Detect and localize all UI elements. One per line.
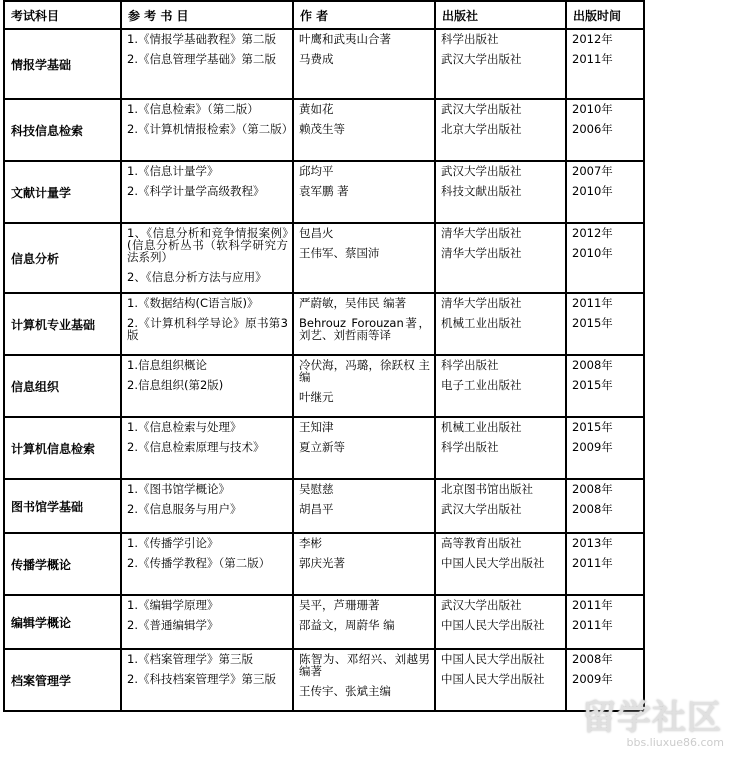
watermark-url: bbs.liuxue86.com bbox=[626, 736, 724, 749]
publication-year: 2007年 bbox=[572, 164, 613, 178]
books-cell bbox=[121, 479, 293, 533]
book-title: 1.《情报学基础教程》第二版 bbox=[127, 32, 276, 46]
author-name: 胡昌平 bbox=[299, 502, 334, 516]
publisher-name: 机械工业出版社 bbox=[441, 420, 522, 434]
books-cell bbox=[121, 355, 293, 417]
book-title: 1.《信息检索》（第二版） bbox=[127, 102, 259, 116]
author-cell bbox=[293, 533, 435, 595]
table-row bbox=[4, 533, 644, 595]
publisher-name: 科学出版社 bbox=[441, 358, 499, 372]
header-books: 参 考 书 目 bbox=[121, 1, 293, 29]
books-cell bbox=[121, 293, 293, 355]
author-name: Behrouz Forouzan著，刘艺、刘哲雨等译 bbox=[299, 316, 430, 342]
author-name: 叶鹰和武夷山合著 bbox=[299, 32, 391, 46]
publication-year: 2011年 bbox=[572, 296, 613, 310]
author-cell bbox=[293, 29, 435, 99]
publication-year: 2009年 bbox=[572, 440, 613, 454]
year-cell bbox=[566, 533, 644, 595]
author-name: 李彬 bbox=[299, 536, 322, 550]
publisher-name: 中国人民大学出版社 bbox=[441, 618, 545, 632]
author-cell bbox=[293, 649, 435, 711]
author-cell bbox=[293, 161, 435, 223]
book-title: 1.《传播学引论》 bbox=[127, 536, 219, 550]
author-name: 王伟军、蔡国沛 bbox=[299, 246, 380, 260]
publisher-name: 武汉大学出版社 bbox=[441, 52, 522, 66]
year-cell bbox=[566, 99, 644, 161]
book-title: 2.《计算机科学导论》原书第3版 bbox=[127, 316, 288, 342]
publisher-cell bbox=[435, 533, 566, 595]
author-name: 冷伏海，冯璐，徐跃权 主编 bbox=[299, 358, 430, 384]
books-cell bbox=[121, 649, 293, 711]
books-cell bbox=[121, 417, 293, 479]
book-title: 2.《计算机情报检索》（第二版） bbox=[127, 122, 294, 136]
publisher-cell bbox=[435, 293, 566, 355]
book-title: 2.《信息服务与用户》 bbox=[127, 502, 242, 516]
publication-year: 2015年 bbox=[572, 316, 613, 330]
publication-year: 2008年 bbox=[572, 502, 613, 516]
watermark bbox=[568, 690, 728, 754]
table-row bbox=[4, 355, 644, 417]
publisher-name: 电子工业出版社 bbox=[441, 378, 522, 392]
year-cell bbox=[566, 595, 644, 649]
publisher-name: 清华大学出版社 bbox=[441, 226, 522, 240]
books-cell bbox=[121, 99, 293, 161]
publisher-name: 武汉大学出版社 bbox=[441, 102, 522, 116]
author-cell bbox=[293, 99, 435, 161]
publisher-name: 高等教育出版社 bbox=[441, 536, 522, 550]
subject-cell: 信息组织 bbox=[4, 355, 121, 417]
publisher-name: 中国人民大学出版社 bbox=[441, 556, 545, 570]
publication-year: 2011年 bbox=[572, 618, 613, 632]
publication-year: 2010年 bbox=[572, 102, 613, 116]
header-author: 作 者 bbox=[293, 1, 435, 29]
author-name: 吴平，芦珊珊著 bbox=[299, 598, 380, 612]
publication-year: 2010年 bbox=[572, 184, 613, 198]
author-cell bbox=[293, 417, 435, 479]
book-title: 2.《信息检索原理与技术》 bbox=[127, 440, 265, 454]
book-title: 1.《数据结构(C语言版)》 bbox=[127, 296, 259, 310]
author-name: 郭庆光著 bbox=[299, 556, 345, 570]
subject-cell: 文献计量学 bbox=[4, 161, 121, 223]
author-name: 陈智为、邓绍兴、刘越男编著 bbox=[299, 652, 430, 678]
table-row bbox=[4, 99, 644, 161]
table-row bbox=[4, 417, 644, 479]
publisher-cell bbox=[435, 417, 566, 479]
publisher-name: 武汉大学出版社 bbox=[441, 598, 522, 612]
table-row bbox=[4, 293, 644, 355]
table-row bbox=[4, 29, 644, 99]
publication-year: 2008年 bbox=[572, 482, 613, 496]
author-cell bbox=[293, 355, 435, 417]
publisher-name: 中国人民大学出版社 bbox=[441, 672, 545, 686]
book-title: 1.《图书馆学概论》 bbox=[127, 482, 230, 496]
publication-year: 2012年 bbox=[572, 226, 613, 240]
author-name: 包昌火 bbox=[299, 226, 334, 240]
publication-year: 2006年 bbox=[572, 122, 613, 136]
books-cell bbox=[121, 223, 293, 293]
books-cell bbox=[121, 595, 293, 649]
publisher-name: 清华大学出版社 bbox=[441, 296, 522, 310]
publisher-name: 机械工业出版社 bbox=[441, 316, 522, 330]
year-cell bbox=[566, 293, 644, 355]
book-title: 2.《普通编辑学》 bbox=[127, 618, 219, 632]
book-title: 1.《档案管理学》第三版 bbox=[127, 652, 253, 666]
subject-cell: 档案管理学 bbox=[4, 649, 121, 711]
author-name: 吴慰慈 bbox=[299, 482, 334, 496]
author-cell bbox=[293, 223, 435, 293]
publication-year: 2011年 bbox=[572, 598, 613, 612]
book-title: 2.《信息管理学基础》第二版 bbox=[127, 52, 276, 66]
year-cell bbox=[566, 29, 644, 99]
publisher-name: 科学出版社 bbox=[441, 440, 499, 454]
subject-cell: 信息分析 bbox=[4, 223, 121, 293]
publisher-cell bbox=[435, 649, 566, 711]
author-name: 严蔚敏，吴伟民 编著 bbox=[299, 296, 407, 310]
book-title: 2、《信息分析方法与应用》 bbox=[127, 270, 267, 284]
publisher-name: 北京大学出版社 bbox=[441, 122, 522, 136]
subject-cell: 编辑学概论 bbox=[4, 595, 121, 649]
subject-cell: 科技信息检索 bbox=[4, 99, 121, 161]
subject-cell: 情报学基础 bbox=[4, 29, 121, 99]
header-subject: 考试科目 bbox=[4, 1, 121, 29]
publisher-name: 中国人民大学出版社 bbox=[441, 652, 545, 666]
table-row bbox=[4, 649, 644, 711]
author-cell bbox=[293, 479, 435, 533]
subject-cell: 图书馆学基础 bbox=[4, 479, 121, 533]
publisher-cell bbox=[435, 595, 566, 649]
publication-year: 2010年 bbox=[572, 246, 613, 260]
author-name: 邱均平 bbox=[299, 164, 334, 178]
subject-cell: 计算机专业基础 bbox=[4, 293, 121, 355]
header-year: 出版时间 bbox=[566, 1, 644, 29]
publisher-cell bbox=[435, 223, 566, 293]
author-name: 赖茂生等 bbox=[299, 122, 345, 136]
book-title: 2.信息组织(第2版) bbox=[127, 378, 224, 392]
book-title: 2.《传播学教程》（第二版） bbox=[127, 556, 271, 570]
author-name: 王知津 bbox=[299, 420, 334, 434]
publication-year: 2011年 bbox=[572, 52, 613, 66]
book-title: 1.信息组织概论 bbox=[127, 358, 207, 372]
publisher-name: 清华大学出版社 bbox=[441, 246, 522, 260]
publication-year: 2008年 bbox=[572, 652, 613, 666]
table-header-row bbox=[4, 1, 644, 29]
publisher-name: 科技文献出版社 bbox=[441, 184, 522, 198]
reference-book-table bbox=[3, 0, 645, 712]
book-title: 2.《科学计量学高级教程》 bbox=[127, 184, 265, 198]
subject-cell: 传播学概论 bbox=[4, 533, 121, 595]
year-cell bbox=[566, 223, 644, 293]
author-cell bbox=[293, 595, 435, 649]
publisher-cell bbox=[435, 99, 566, 161]
author-name: 马费成 bbox=[299, 52, 334, 66]
watermark-logo: 留学社区 bbox=[582, 698, 722, 738]
book-title: 1.《信息检索与处理》 bbox=[127, 420, 242, 434]
table-row bbox=[4, 161, 644, 223]
publisher-cell bbox=[435, 161, 566, 223]
books-cell bbox=[121, 29, 293, 99]
author-name: 夏立新等 bbox=[299, 440, 345, 454]
table-row bbox=[4, 595, 644, 649]
book-title: 1.《信息计量学》 bbox=[127, 164, 219, 178]
publication-year: 2012年 bbox=[572, 32, 613, 46]
publication-year: 2013年 bbox=[572, 536, 613, 550]
publisher-name: 武汉大学出版社 bbox=[441, 164, 522, 178]
publisher-name: 科学出版社 bbox=[441, 32, 499, 46]
header-publisher: 出版社 bbox=[435, 1, 566, 29]
publisher-cell bbox=[435, 479, 566, 533]
publisher-cell bbox=[435, 355, 566, 417]
publication-year: 2015年 bbox=[572, 420, 613, 434]
publisher-name: 北京图书馆出版社 bbox=[441, 482, 533, 496]
publication-year: 2011年 bbox=[572, 556, 613, 570]
author-name: 王传宇、张斌主编 bbox=[299, 684, 391, 698]
publication-year: 2008年 bbox=[572, 358, 613, 372]
publication-year: 2015年 bbox=[572, 378, 613, 392]
year-cell bbox=[566, 417, 644, 479]
year-cell bbox=[566, 161, 644, 223]
table-row bbox=[4, 223, 644, 293]
book-title: 1、《信息分析和竞争情报案例》(信息分析丛书（软科学研究方法系列） bbox=[127, 226, 288, 264]
author-name: 邵益文，周蔚华 编 bbox=[299, 618, 395, 632]
book-title: 2.《科技档案管理学》第三版 bbox=[127, 672, 276, 686]
books-cell bbox=[121, 533, 293, 595]
publisher-name: 武汉大学出版社 bbox=[441, 502, 522, 516]
author-name: 黄如花 bbox=[299, 102, 334, 116]
subject-cell: 计算机信息检索 bbox=[4, 417, 121, 479]
author-name: 袁军鹏 著 bbox=[299, 184, 349, 198]
table-row bbox=[4, 479, 644, 533]
books-cell bbox=[121, 161, 293, 223]
publisher-cell bbox=[435, 29, 566, 99]
publication-year: 2009年 bbox=[572, 672, 613, 686]
year-cell bbox=[566, 479, 644, 533]
book-title: 1.《编辑学原理》 bbox=[127, 598, 219, 612]
year-cell bbox=[566, 355, 644, 417]
author-cell bbox=[293, 293, 435, 355]
author-name: 叶继元 bbox=[299, 390, 334, 404]
